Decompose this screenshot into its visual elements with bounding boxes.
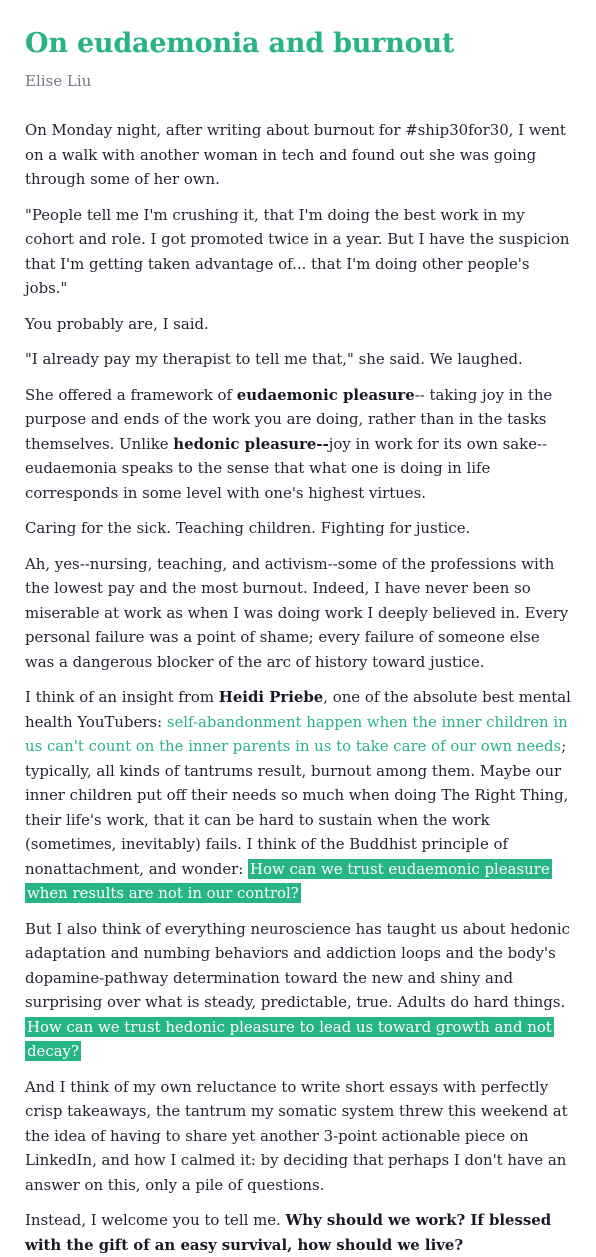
paragraph-2: "People tell me I'm crushing it, that I'm doing the best work in my cohort and role. I got promoted twice in a year. But I have the suspicion that I'm getting taken advantage of... that I'm doing other people's jobs." <box>25 205 570 297</box>
paragraph-1: On Monday night, after writing about burnout for #ship30for30, I went on a walk with another woman in tech and found out she was going through some of her own. <box>25 121 566 188</box>
paragraph-10: And I think of my own reluctance to write short essays with perfectly crisp takeaways, the tantrum my somatic system threw this weekend at the idea of having to share yet another 3-point actionable piece on LinkedIn, and how I calmed it: by deciding that perhaps I don't have an answer on this, only a pile of questions. <box>25 1077 568 1194</box>
text-span: But I also think of everything neuroscience has taught us about hedonic adaptation and numbing behaviors and addiction loops and the body's dopamine-pathway determination toward the new and shiny and surprising over what is steady, predictable, true. Adults do hard things. <box>25 919 570 1011</box>
name-heidi-priebe: Heidi Priebe <box>218 688 324 706</box>
paragraph-7: Ah, yes--nursing, teaching, and activism--some of the professions with the lowest pay and the most burnout. Indeed, I have never been so miserable at work as when I was doing work I deeply believed in. Every personal failure was a point of shame; every failure of someone else was a dangerous blocker of the arc of history toward justice. <box>25 554 569 671</box>
paragraph-9 <box>25 917 571 1064</box>
term-hedonic-pleasure: hedonic pleasure-- <box>173 434 329 453</box>
paragraph-6: Caring for the sick. Teaching children. Fighting for justice. <box>25 519 471 537</box>
text-span: joy in work for its own sake--eudaemonia speaks to the sense that what one is doing in life corresponds in some level with one's highest virtues. <box>25 434 548 502</box>
author-name: Elise Liu <box>25 72 92 90</box>
paragraph-4: "I already pay my therapist to tell me that," she said. We laughed. <box>25 350 523 368</box>
text-span: ; typically, all kinds of tantrums result, burnout among them. Maybe our inner children put off their needs so much when doing The Right Thing, their life's work, that it can be hard to sustain when the work (sometimes, inevitably) fails. I think of the Buddhist principle of nonattachment, and wonder: <box>25 737 569 878</box>
closing-questions: Why should we work? If blessed with the gift of an easy survival, how should we live? <box>25 1211 552 1254</box>
article-body <box>25 118 571 1257</box>
paragraph-8 <box>25 685 571 906</box>
term-eudaemonic-pleasure: eudaemonic pleasure <box>236 385 415 404</box>
paragraph-5 <box>25 383 571 506</box>
paragraph-3: You probably are, I said. <box>25 314 209 333</box>
self-abandonment-link[interactable]: self-abandonment happen when the inner children in us can't count on the inner parents in us to take care of our own needs <box>25 712 568 755</box>
text-span: -- taking joy in the purpose and ends of the work you are doing, rather than in the tasks themselves. Unlike <box>25 385 553 453</box>
highlight-hedonic-question: How can we trust hedonic pleasure to lead us toward growth and not decay? <box>27 1017 552 1060</box>
text-span: She offered a framework of <box>25 385 237 404</box>
paragraph-11 <box>25 1208 571 1257</box>
text-span: I think of an insight from <box>25 688 219 706</box>
text-span: , one of the absolute best mental health YouTubers: <box>25 688 571 731</box>
text-span: Instead, I welcome you to tell me. <box>25 1211 286 1229</box>
article-title: On eudaemonia and burnout <box>25 28 455 59</box>
highlight-eudaemonic-question: How can we trust eudaemonic pleasure when results are not in our control? <box>27 859 550 902</box>
